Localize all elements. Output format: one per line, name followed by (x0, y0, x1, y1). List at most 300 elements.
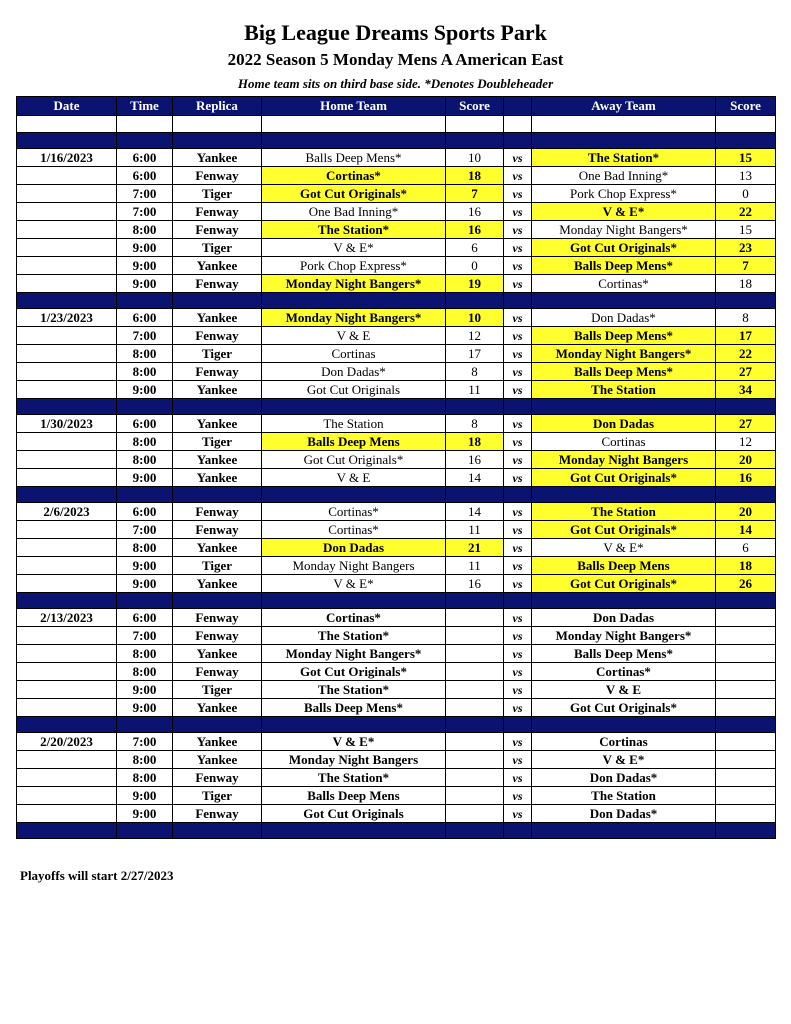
vs-label: vs (504, 309, 532, 327)
away-score (716, 805, 776, 823)
vs-label: vs (504, 521, 532, 539)
game-date (17, 575, 117, 593)
home-score: 6 (446, 239, 504, 257)
home-score (446, 787, 504, 805)
game-time: 7:00 (117, 327, 173, 345)
vs-label: vs (504, 805, 532, 823)
home-team: Cortinas* (262, 503, 446, 521)
home-team: Monday Night Bangers (262, 557, 446, 575)
game-date (17, 539, 117, 557)
separator-row-cell (446, 717, 504, 733)
table-row (17, 769, 776, 787)
separator-row-cell (117, 823, 173, 839)
home-team: Cortinas (262, 345, 446, 363)
game-replica: Fenway (173, 221, 262, 239)
away-score: 20 (716, 503, 776, 521)
vs-label: vs (504, 203, 532, 221)
separator-row-cell (17, 133, 117, 149)
game-replica: Yankee (173, 699, 262, 717)
home-score: 0 (446, 257, 504, 275)
game-time: 9:00 (117, 805, 173, 823)
away-team: Cortinas* (532, 275, 716, 293)
away-team: One Bad Inning* (532, 167, 716, 185)
game-replica: Tiger (173, 433, 262, 451)
separator-row-cell (17, 293, 117, 309)
separator-row-cell (17, 823, 117, 839)
separator-row-cell (117, 487, 173, 503)
game-time: 6:00 (117, 415, 173, 433)
away-team: V & E* (532, 539, 716, 557)
table-row (17, 415, 776, 433)
separator-row-cell (262, 133, 446, 149)
away-team: Got Cut Originals* (532, 469, 716, 487)
vs-label: vs (504, 327, 532, 345)
game-date (17, 185, 117, 203)
separator-row-cell (716, 293, 776, 309)
game-date (17, 221, 117, 239)
separator-row-cell (446, 399, 504, 415)
header-away-score: Score (716, 97, 776, 116)
game-time: 8:00 (117, 751, 173, 769)
home-score: 21 (446, 539, 504, 557)
away-team: The Station* (532, 149, 716, 167)
away-team: Balls Deep Mens* (532, 257, 716, 275)
game-date (17, 275, 117, 293)
game-date (17, 203, 117, 221)
table-row (17, 309, 776, 327)
separator-row-cell (504, 823, 532, 839)
game-replica: Fenway (173, 327, 262, 345)
playoffs-note: Playoffs will start 2/27/2023 (20, 868, 174, 883)
separator-row-cell (173, 823, 262, 839)
away-team: Got Cut Originals* (532, 575, 716, 593)
vs-label: vs (504, 503, 532, 521)
game-date (17, 469, 117, 487)
home-team: Got Cut Originals* (262, 451, 446, 469)
blank-row-cell (117, 116, 173, 133)
game-time: 8:00 (117, 769, 173, 787)
game-time: 8:00 (117, 363, 173, 381)
schedule-note: Home team sits on third base side. *Denotes Doubleheader (237, 76, 554, 91)
home-score (446, 805, 504, 823)
away-score: 13 (716, 167, 776, 185)
home-team: Don Dadas* (262, 363, 446, 381)
away-score: 22 (716, 345, 776, 363)
vs-label: vs (504, 681, 532, 699)
game-replica: Yankee (173, 309, 262, 327)
vs-label: vs (504, 239, 532, 257)
home-team: Balls Deep Mens (262, 787, 446, 805)
game-date (17, 363, 117, 381)
separator-row (17, 487, 776, 503)
separator-row (17, 133, 776, 149)
home-team: Monday Night Bangers* (262, 309, 446, 327)
separator-row-cell (504, 133, 532, 149)
away-team: V & E* (532, 203, 716, 221)
separator-row (17, 717, 776, 733)
vs-label: vs (504, 167, 532, 185)
table-row (17, 345, 776, 363)
home-team: Pork Chop Express* (262, 257, 446, 275)
away-score: 27 (716, 363, 776, 381)
away-team: Balls Deep Mens* (532, 645, 716, 663)
away-score (716, 609, 776, 627)
header-vs (504, 97, 532, 116)
header-date: Date (17, 97, 117, 116)
game-date: 2/20/2023 (17, 733, 117, 751)
blank-row-cell (17, 116, 117, 133)
away-team: Got Cut Originals* (532, 521, 716, 539)
game-date (17, 257, 117, 275)
game-replica: Yankee (173, 539, 262, 557)
separator-row-cell (173, 293, 262, 309)
game-replica: Yankee (173, 381, 262, 399)
game-replica: Yankee (173, 751, 262, 769)
game-date (17, 751, 117, 769)
table-row (17, 521, 776, 539)
home-team: V & E* (262, 733, 446, 751)
away-score: 15 (716, 149, 776, 167)
away-team: Pork Chop Express* (532, 185, 716, 203)
game-date: 1/30/2023 (17, 415, 117, 433)
page-title: Big League Dreams Sports Park (244, 20, 547, 45)
game-time: 7:00 (117, 521, 173, 539)
table-row (17, 627, 776, 645)
separator-row-cell (716, 593, 776, 609)
game-replica: Fenway (173, 609, 262, 627)
home-score: 8 (446, 363, 504, 381)
home-score: 14 (446, 469, 504, 487)
vs-label: vs (504, 627, 532, 645)
home-team: Got Cut Originals (262, 805, 446, 823)
header-replica: Replica (173, 97, 262, 116)
table-row (17, 787, 776, 805)
header-time: Time (117, 97, 173, 116)
game-time: 7:00 (117, 185, 173, 203)
table-row (17, 203, 776, 221)
home-team: V & E* (262, 575, 446, 593)
away-score: 0 (716, 185, 776, 203)
table-row (17, 557, 776, 575)
home-team: Monday Night Bangers* (262, 275, 446, 293)
table-row (17, 699, 776, 717)
game-replica: Tiger (173, 681, 262, 699)
game-time: 9:00 (117, 469, 173, 487)
away-score: 6 (716, 539, 776, 557)
game-replica: Tiger (173, 185, 262, 203)
game-replica: Yankee (173, 149, 262, 167)
vs-label: vs (504, 575, 532, 593)
separator-row-cell (173, 717, 262, 733)
separator-row-cell (532, 487, 716, 503)
game-date (17, 381, 117, 399)
away-score (716, 769, 776, 787)
game-date (17, 769, 117, 787)
blank-row-cell (446, 116, 504, 133)
game-replica: Yankee (173, 451, 262, 469)
game-time: 9:00 (117, 575, 173, 593)
home-score: 18 (446, 167, 504, 185)
separator-row (17, 823, 776, 839)
game-date (17, 345, 117, 363)
game-replica: Yankee (173, 645, 262, 663)
game-time: 6:00 (117, 503, 173, 521)
home-score: 8 (446, 415, 504, 433)
separator-row-cell (532, 293, 716, 309)
vs-label: vs (504, 751, 532, 769)
away-team: The Station (532, 787, 716, 805)
table-row (17, 257, 776, 275)
separator-row-cell (262, 293, 446, 309)
page-subtitle: 2022 Season 5 Monday Mens A American East (227, 50, 564, 69)
game-time: 7:00 (117, 203, 173, 221)
vs-label: vs (504, 451, 532, 469)
separator-row (17, 399, 776, 415)
home-team: Cortinas* (262, 609, 446, 627)
vs-label: vs (504, 185, 532, 203)
away-score (716, 645, 776, 663)
game-time: 8:00 (117, 539, 173, 557)
away-score: 12 (716, 433, 776, 451)
game-replica: Fenway (173, 663, 262, 681)
away-score: 23 (716, 239, 776, 257)
game-date: 1/23/2023 (17, 309, 117, 327)
game-replica: Fenway (173, 627, 262, 645)
home-score (446, 751, 504, 769)
vs-label: vs (504, 733, 532, 751)
header-row (17, 97, 776, 116)
game-time: 9:00 (117, 239, 173, 257)
vs-label: vs (504, 557, 532, 575)
game-date (17, 787, 117, 805)
away-score: 18 (716, 557, 776, 575)
game-date (17, 681, 117, 699)
game-date (17, 645, 117, 663)
game-time: 8:00 (117, 345, 173, 363)
blank-row (17, 116, 776, 133)
away-score (716, 663, 776, 681)
separator-row-cell (262, 487, 446, 503)
game-date (17, 239, 117, 257)
home-team: Got Cut Originals* (262, 185, 446, 203)
separator-row-cell (446, 487, 504, 503)
home-team: Balls Deep Mens* (262, 699, 446, 717)
vs-label: vs (504, 699, 532, 717)
table-row (17, 663, 776, 681)
game-replica: Fenway (173, 769, 262, 787)
table-row (17, 503, 776, 521)
home-team: V & E (262, 327, 446, 345)
away-team: Don Dadas* (532, 805, 716, 823)
separator-row-cell (262, 593, 446, 609)
game-time: 9:00 (117, 699, 173, 717)
home-score: 18 (446, 433, 504, 451)
game-time: 9:00 (117, 681, 173, 699)
separator-row-cell (446, 293, 504, 309)
game-time: 9:00 (117, 787, 173, 805)
separator-row-cell (17, 593, 117, 609)
away-score: 16 (716, 469, 776, 487)
game-time: 8:00 (117, 451, 173, 469)
vs-label: vs (504, 769, 532, 787)
game-date (17, 699, 117, 717)
game-replica: Tiger (173, 239, 262, 257)
separator-row-cell (117, 399, 173, 415)
away-team: Got Cut Originals* (532, 239, 716, 257)
game-time: 8:00 (117, 433, 173, 451)
table-row (17, 751, 776, 769)
table-row (17, 469, 776, 487)
away-team: The Station (532, 381, 716, 399)
game-time: 9:00 (117, 257, 173, 275)
home-team: One Bad Inning* (262, 203, 446, 221)
blank-row-cell (262, 116, 446, 133)
away-team: Don Dadas (532, 609, 716, 627)
home-team: Got Cut Originals (262, 381, 446, 399)
separator-row-cell (173, 593, 262, 609)
away-score: 14 (716, 521, 776, 539)
separator-row-cell (716, 133, 776, 149)
vs-label: vs (504, 469, 532, 487)
home-score: 16 (446, 451, 504, 469)
home-score: 14 (446, 503, 504, 521)
home-score: 17 (446, 345, 504, 363)
vs-label: vs (504, 221, 532, 239)
game-replica: Tiger (173, 557, 262, 575)
vs-label: vs (504, 257, 532, 275)
home-score: 10 (446, 309, 504, 327)
away-score: 15 (716, 221, 776, 239)
home-team: Cortinas* (262, 521, 446, 539)
game-replica: Fenway (173, 363, 262, 381)
separator-row-cell (173, 133, 262, 149)
table-row (17, 609, 776, 627)
away-score: 18 (716, 275, 776, 293)
home-score: 10 (446, 149, 504, 167)
away-team: Monday Night Bangers* (532, 627, 716, 645)
table-row (17, 575, 776, 593)
table-row (17, 451, 776, 469)
game-time: 6:00 (117, 167, 173, 185)
separator-row-cell (173, 399, 262, 415)
away-score (716, 787, 776, 805)
separator-row-cell (504, 487, 532, 503)
game-time: 9:00 (117, 275, 173, 293)
home-score: 11 (446, 521, 504, 539)
away-score: 26 (716, 575, 776, 593)
table-row (17, 327, 776, 345)
away-score: 17 (716, 327, 776, 345)
away-score (716, 733, 776, 751)
home-score (446, 699, 504, 717)
home-score (446, 681, 504, 699)
home-team: Cortinas* (262, 167, 446, 185)
vs-label: vs (504, 275, 532, 293)
separator-row-cell (262, 823, 446, 839)
table-row (17, 239, 776, 257)
game-time: 8:00 (117, 663, 173, 681)
away-score: 7 (716, 257, 776, 275)
away-team: Don Dadas* (532, 769, 716, 787)
separator-row-cell (716, 717, 776, 733)
game-time: 6:00 (117, 609, 173, 627)
away-team: Balls Deep Mens* (532, 363, 716, 381)
away-team: Don Dadas* (532, 309, 716, 327)
home-score (446, 663, 504, 681)
game-replica: Yankee (173, 469, 262, 487)
game-replica: Fenway (173, 167, 262, 185)
game-date (17, 451, 117, 469)
table-row (17, 805, 776, 823)
home-score: 16 (446, 203, 504, 221)
table-row (17, 185, 776, 203)
home-score (446, 645, 504, 663)
blank-row-cell (532, 116, 716, 133)
separator-row (17, 293, 776, 309)
game-date: 2/13/2023 (17, 609, 117, 627)
table-row (17, 221, 776, 239)
game-date (17, 433, 117, 451)
home-team: The Station* (262, 769, 446, 787)
separator-row-cell (504, 399, 532, 415)
vs-label: vs (504, 539, 532, 557)
away-team: Cortinas (532, 433, 716, 451)
table-row (17, 363, 776, 381)
away-score (716, 627, 776, 645)
game-date: 2/6/2023 (17, 503, 117, 521)
vs-label: vs (504, 787, 532, 805)
home-team: Monday Night Bangers (262, 751, 446, 769)
separator-row-cell (716, 823, 776, 839)
separator-row (17, 593, 776, 609)
vs-label: vs (504, 433, 532, 451)
separator-row-cell (117, 593, 173, 609)
separator-row-cell (716, 487, 776, 503)
vs-label: vs (504, 345, 532, 363)
separator-row-cell (504, 293, 532, 309)
game-replica: Fenway (173, 275, 262, 293)
away-score: 20 (716, 451, 776, 469)
away-team: Monday Night Bangers* (532, 345, 716, 363)
game-replica: Tiger (173, 787, 262, 805)
home-score (446, 627, 504, 645)
vs-label: vs (504, 415, 532, 433)
header-home-score: Score (446, 97, 504, 116)
separator-row-cell (117, 293, 173, 309)
separator-row-cell (446, 133, 504, 149)
away-score: 8 (716, 309, 776, 327)
game-replica: Fenway (173, 503, 262, 521)
home-team: V & E (262, 469, 446, 487)
separator-row-cell (117, 717, 173, 733)
game-date (17, 521, 117, 539)
home-score: 7 (446, 185, 504, 203)
away-team: Cortinas (532, 733, 716, 751)
home-team: The Station (262, 415, 446, 433)
separator-row-cell (17, 487, 117, 503)
vs-label: vs (504, 609, 532, 627)
separator-row-cell (262, 717, 446, 733)
game-replica: Fenway (173, 805, 262, 823)
game-replica: Tiger (173, 345, 262, 363)
home-score (446, 733, 504, 751)
away-score: 34 (716, 381, 776, 399)
separator-row-cell (504, 717, 532, 733)
home-score: 16 (446, 221, 504, 239)
away-score: 22 (716, 203, 776, 221)
schedule-body (17, 116, 776, 839)
away-team: Balls Deep Mens (532, 557, 716, 575)
